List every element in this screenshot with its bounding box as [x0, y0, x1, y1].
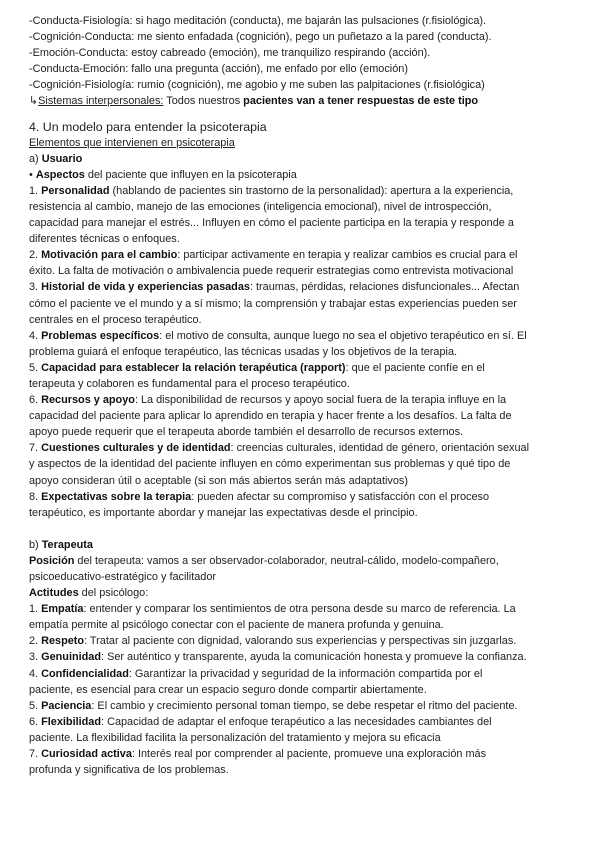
item-text: : Interés real por comprender al paciente, promueve una exploración más: [131, 748, 487, 761]
terapeuta-prefix: b): [29, 538, 42, 551]
item-title: Flexibilidad: [41, 715, 102, 728]
item-text: : pueden afectar su compromiso y satisfacción con el proceso: [191, 490, 490, 503]
intro-line: -Cognición-Conducta: me siento enfadada (cognición), pego un puñetazo a la pared (conducta).: [29, 31, 492, 44]
item-number: 7.: [29, 748, 42, 761]
usuario-heading: [29, 151, 580, 167]
posicion-line: [29, 553, 580, 569]
list-item-continuation: cómo el paciente ve el mundo y a sí mismo; la comprensión y trabajar estas experiencias pueden ser: [29, 297, 517, 310]
item-number: 2.: [29, 635, 42, 648]
item-text: : creencias culturales, identidad de género, orientación sexual: [230, 442, 529, 455]
actitudes-line: [29, 585, 580, 601]
item-title: Confidencialidad: [41, 667, 129, 680]
item-text: : entender y comparar los sentimientos de otra persona desde su marco de referencia. La: [83, 603, 516, 616]
aspectos-bold: Aspectos: [35, 168, 85, 181]
item-title: Genuinidad: [41, 651, 102, 664]
list-item-continuation: apoyo puede requerir que el terapeuta aborde también el desarrollo de recursos externos.: [29, 426, 464, 439]
list-item-continuation: diferentes técnicas o enfoques.: [29, 233, 180, 246]
item-number: 2.: [29, 249, 42, 262]
list-item-continuation: profunda y significativa de los problemas.: [29, 764, 229, 777]
list-item-continuation: problema guiará el enfoque terapéutico, las técnicas usadas y los objetivos de la terapia.: [29, 345, 458, 358]
item-title: Problemas específicos: [41, 329, 160, 342]
terapeuta-heading: [29, 537, 580, 553]
item-text: : que el paciente confíe en el: [345, 361, 485, 374]
item-text: (hablando de pacientes sin trastorno de la personalidad): apertura a la experiencia,: [109, 184, 514, 197]
list-item-continuation: empatía permite al psicólogo conectar con el paciente de manera profunda y genuina.: [29, 619, 444, 632]
list-item-continuation: y aspectos de la identidad del paciente influyen en cómo experimentan sus problemas y qué tipo de: [29, 458, 511, 471]
list-item: [29, 279, 580, 295]
item-number: 3.: [29, 281, 42, 294]
item-text: : participar activamente en terapia y realizar cambios es crucial para el: [177, 249, 518, 262]
list-item-continuation: paciente, es esencial para crear un espacio seguro donde compartir abiertamente.: [29, 683, 427, 696]
terapeuta-label: Terapeuta: [41, 538, 93, 551]
list-item-continuation: capacidad del paciente para aplicar lo aprendido en terapia y hacer frente a los desafíos. La falta de: [29, 410, 512, 423]
aspectos-text: del paciente que influyen en la psicoterapia: [84, 168, 297, 181]
item-number: 5.: [29, 361, 42, 374]
usuario-label: Usuario: [41, 152, 83, 165]
terapeuta-list: [29, 601, 580, 778]
item-text: : Tratar al paciente con dignidad, valorando sus experiencias y perspectivas sin juzgarlas.: [84, 635, 517, 648]
list-item: [29, 698, 580, 714]
item-number: 4.: [29, 329, 42, 342]
item-number: 6.: [29, 715, 42, 728]
sistemas-bold: pacientes van a tener respuestas de este tipo: [243, 95, 479, 108]
item-title: Respeto: [41, 635, 85, 648]
list-item-continuation: terapéutico, es importante abordar y manejar las expectativas desde el principio.: [29, 506, 418, 519]
intro-line: -Conducta-Fisiología: si hago meditación (conducta), me bajarán las pulsaciones (r.fisiológica).: [29, 15, 487, 27]
item-number: 8.: [29, 490, 42, 503]
item-number: 6.: [29, 394, 42, 407]
actitudes-bold: Actitudes: [29, 587, 79, 600]
usuario-prefix: a): [29, 152, 42, 165]
item-title: Motivación para el cambio: [41, 249, 178, 262]
item-title: Expectativas sobre la terapia: [41, 490, 192, 503]
item-text: : traumas, pérdidas, relaciones disfuncionales... Afectan: [249, 281, 520, 294]
list-item: [29, 633, 580, 649]
posicion-bold: Posición: [29, 554, 75, 567]
list-item: [29, 360, 580, 376]
actitudes-text: del psicólogo:: [78, 587, 149, 600]
list-item: [29, 247, 580, 263]
list-item: [29, 649, 580, 665]
list-item: [29, 328, 580, 344]
posicion-text: del terapeuta: vamos a ser observador-colaborador, neutral-cálido, modelo-compañero,: [74, 554, 499, 567]
list-item: [29, 601, 580, 617]
list-item: [29, 440, 580, 456]
item-title: Personalidad: [41, 184, 110, 197]
item-title: Historial de vida y experiencias pasadas: [41, 281, 250, 294]
list-item-continuation: capacidad para manejar el estrés... Influyen en cómo el paciente participa en la terapia y responde a: [29, 217, 514, 230]
list-item: [29, 746, 580, 762]
sistemas-text: Todos nuestros: [163, 95, 244, 108]
item-number: 1.: [29, 184, 42, 197]
intro-line: -Cognición-Fisiología: rumio (cognición), me agobio y me suben las palpitaciones (r.fisiológica): [29, 79, 485, 92]
list-item-continuation: paciente. La flexibilidad facilita la personalización del tratamiento y mejora su eficacia: [29, 731, 441, 744]
list-item: [29, 666, 580, 682]
list-item: [29, 183, 580, 199]
item-number: 7.: [29, 442, 42, 455]
item-title: Capacidad para establecer la relación terapéutica (rapport): [41, 361, 346, 374]
list-item-continuation: éxito. La falta de motivación o ambivalencia puede requerir estrategias como entrevista motivacional: [29, 265, 514, 278]
item-title: Paciencia: [41, 699, 92, 712]
list-item: [29, 392, 580, 408]
item-text: : Garantizar la privacidad y seguridad de la información compartida por el: [128, 667, 483, 680]
intro-line: -Emoción-Conducta: estoy cabreado (emoción), me tranquilizo respirando (acción).: [29, 47, 431, 60]
item-number: 3.: [29, 651, 42, 664]
section-subtitle: Elementos que intervienen en psicoterapia: [29, 136, 235, 149]
posicion-line-2: psicoeducativo-estratégico y facilitador: [29, 571, 217, 583]
list-item: [29, 714, 580, 730]
item-text: : El cambio y crecimiento personal toman tiempo, se debe respetar el ritmo del paciente.: [91, 699, 518, 712]
item-title: Cuestiones culturales y de identidad: [41, 442, 231, 455]
bullet: •: [29, 168, 36, 181]
arrow-icon: ↳: [29, 95, 39, 108]
usuario-list: [29, 183, 580, 521]
item-title: Empatía: [41, 603, 84, 616]
intro-block: [29, 13, 580, 110]
list-item-continuation: centrales en el proceso terapéutico.: [29, 313, 202, 326]
section-title: 4. Un modelo para entender la psicoterapia: [29, 119, 267, 134]
list-item-continuation: terapeuta y colaboren es fundamental para el proceso terapéutico.: [29, 377, 350, 390]
list-item: [29, 489, 580, 505]
sistemas-label: Sistemas interpersonales:: [38, 95, 164, 108]
aspectos-line: [29, 167, 580, 183]
item-number: 4.: [29, 667, 42, 680]
list-item-continuation: resistencia al cambio, manejo de las emociones (inteligencia emocional), nivel de introspección,: [29, 200, 492, 213]
item-text: : Ser auténtico y transparente, ayuda la comunicación honesta y promueve la confianza.: [101, 651, 527, 664]
list-item-continuation: apoyo consideran útil o aceptable (si son más abiertos serán más adaptativos): [29, 474, 408, 487]
item-title: Recursos y apoyo: [41, 394, 135, 407]
item-text: : el motivo de consulta, aunque luego no sea el objetivo terapéutico en sí. El: [159, 329, 527, 342]
item-number: 1.: [29, 603, 42, 616]
item-text: : Capacidad de adaptar el enfoque terapéutico a las necesidades cambiantes del: [101, 715, 492, 728]
item-text: : La disponibilidad de recursos y apoyo social fuera de la terapia influye en la: [134, 394, 507, 407]
sistemas-line: [29, 93, 580, 109]
item-title: Curiosidad activa: [41, 748, 132, 761]
item-number: 5.: [29, 699, 42, 712]
intro-line: -Conducta-Emoción: fallo una pregunta (acción), me enfado por ello (emoción): [29, 63, 408, 76]
